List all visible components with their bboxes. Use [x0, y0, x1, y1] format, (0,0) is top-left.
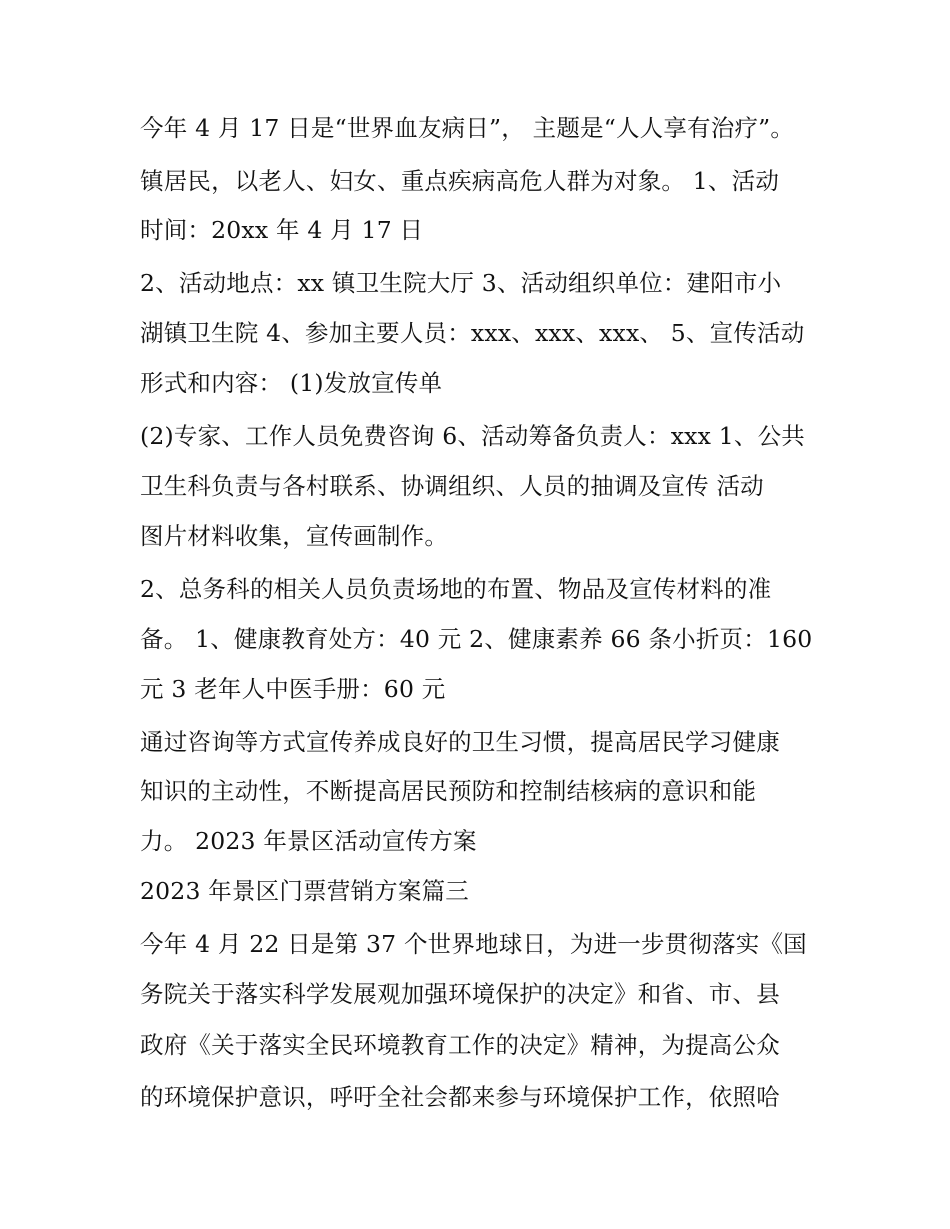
text-line: 通过咨询等方式宣传养成良好的卫生习惯，提高居民学习健康	[140, 728, 780, 756]
text-line: 2023 年景区门票营销方案篇三	[140, 877, 469, 905]
text-line: 的环境保护意识，呼吁全社会都来参与环境保护工作，依照哈	[140, 1083, 780, 1111]
text-line: 政府《关于落实全民环境教育工作的决定》精神，为提高公众	[140, 1031, 780, 1059]
text-line: 今年 4 月 22 日是第 37 个世界地球日，为进一步贯彻落实《国	[140, 930, 807, 958]
text-line: 务院关于落实科学发展观加强环境保护的决定》和省、市、县	[140, 980, 780, 1008]
text-line: 2、活动地点：xx 镇卫生院大厅 3、活动组织单位：建阳市小	[140, 269, 782, 297]
text-line: 备。 1、健康教育处方：40 元 2、健康素养 66 条小折页：160	[140, 625, 813, 653]
text-line: 湖镇卫生院 4、参加主要人员：xxx、xxx、xxx、 5、宣传活动	[140, 319, 805, 347]
text-line: 镇居民，以老人、妇女、重点疾病高危人群为对象。 1、活动	[140, 167, 780, 195]
text-line: 时间：20xx 年 4 月 17 日	[140, 216, 424, 244]
text-line: 2、总务科的相关人员负责场地的布置、物品及宣传材料的准	[140, 575, 772, 603]
text-line: 今年 4 月 17 日是“世界血友病日”， 主题是“人人享有治疗”。	[140, 114, 795, 142]
text-line: (2)专家、工作人员免费咨询 6、活动筹备负责人：xxx 1、公共	[140, 422, 805, 450]
text-line: 图片材料收集，宣传画制作。	[140, 522, 449, 550]
text-line: 知识的主动性，不断提高居民预防和控制结核病的意识和能	[140, 777, 757, 805]
text-line: 形式和内容： (1)发放宣传单	[140, 369, 443, 397]
text-line: 元 3 老年人中医手册：60 元	[140, 675, 446, 703]
text-line: 卫生科负责与各村联系、协调组织、人员的抽调及宣传 活动	[140, 472, 764, 500]
text-line: 力。 2023 年景区活动宣传方案	[140, 827, 477, 855]
